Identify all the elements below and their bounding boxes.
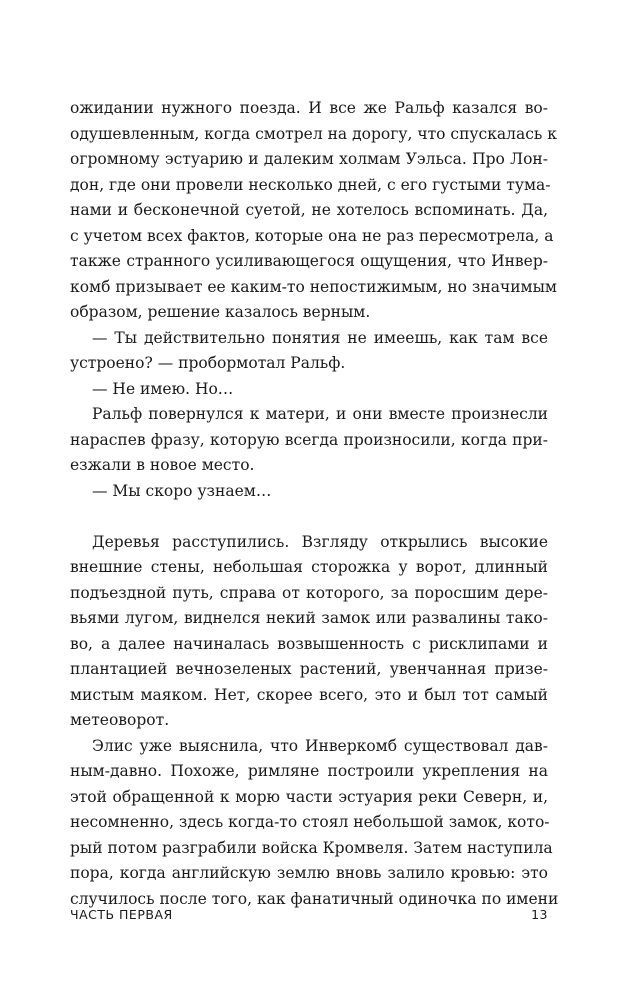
- text-line: во, а далее начиналась возвышенность с рисклипами и: [70, 634, 548, 653]
- text-line: дон, где они провели несколько дней, с его густыми тума-: [70, 175, 551, 194]
- text-line: ным-давно. Похоже, римляне построили укрепления на: [70, 762, 548, 780]
- text-line: пора, когда английскую землю вновь залило кровью: это: [70, 864, 548, 882]
- text-line: — Ты действительно понятия не имеешь, как там все: [92, 328, 548, 347]
- text-line: одушевленным, когда смотрел на дорогу, что спускалась к: [70, 124, 557, 143]
- text-line: огромному эстуарию и далеким холмам Уэльса. Про Лон-: [70, 150, 548, 168]
- text-line: плантацией вечнозеленых растений, увенчанная призе-: [70, 660, 548, 678]
- text-line: с учетом всех фактов, которые она не раз пересмотрела, а: [70, 226, 554, 245]
- text-line: устроено? — пробормотал Ральф.: [70, 354, 346, 372]
- text-line: Ральф повернулся к матери, и они вместе произнесли: [92, 405, 548, 423]
- text-line: рый потом разграбили войска Кромвеля. Затем наступила: [70, 838, 553, 857]
- text-line: этой обращенной к морю части эстуария реки Северн, и,: [70, 787, 548, 806]
- text-line: вьями лугом, виднелся некий замок или развалины такo-: [70, 609, 548, 627]
- text-line: метеоворот.: [70, 711, 170, 729]
- page-number: 13: [531, 907, 548, 922]
- text-line: нами и бесконечной суетой, не хотелось вспоминать. Да,: [70, 201, 548, 219]
- text-line: ожидании нужного поезда. И все же Ральф казался во-: [70, 99, 548, 117]
- text-line: нараспев фразу, которую всегда произносили, когда при-: [70, 430, 548, 449]
- text-line: — Мы скоро узнаем…: [92, 481, 272, 500]
- text-line: несомненно, здесь когда-то стоял небольшой замок, кото-: [70, 813, 550, 831]
- text-line: также странного усиливающегося ощущения, что Инвер-: [70, 252, 548, 270]
- text-line: внешние стены, небольшая сторожка у ворот, длинный: [70, 558, 548, 576]
- text-line: случилось после того, как фанатичный одиночка по имени: [70, 889, 559, 908]
- text-line: подъездной путь, справа от которого, за поросшим дере-: [70, 583, 548, 602]
- text-line: комб призывает ее каким-то непостижимым, но значимым: [70, 277, 557, 296]
- text-line: — Не имею. Но…: [92, 379, 234, 398]
- text-line: Деревья расступились. Взгляду открылись высокие: [92, 532, 548, 551]
- text-line: Элис уже выяснила, что Инверкомб существовал дав-: [92, 736, 548, 755]
- text-line: образом, решение казалось верным.: [70, 303, 371, 321]
- running-footer-section: ЧАСТЬ ПЕРВАЯ: [70, 907, 173, 922]
- text-line: езжали в новое место.: [70, 456, 255, 474]
- text-line: мистым маяком. Нет, скорее всего, это и был тот самый: [70, 685, 548, 704]
